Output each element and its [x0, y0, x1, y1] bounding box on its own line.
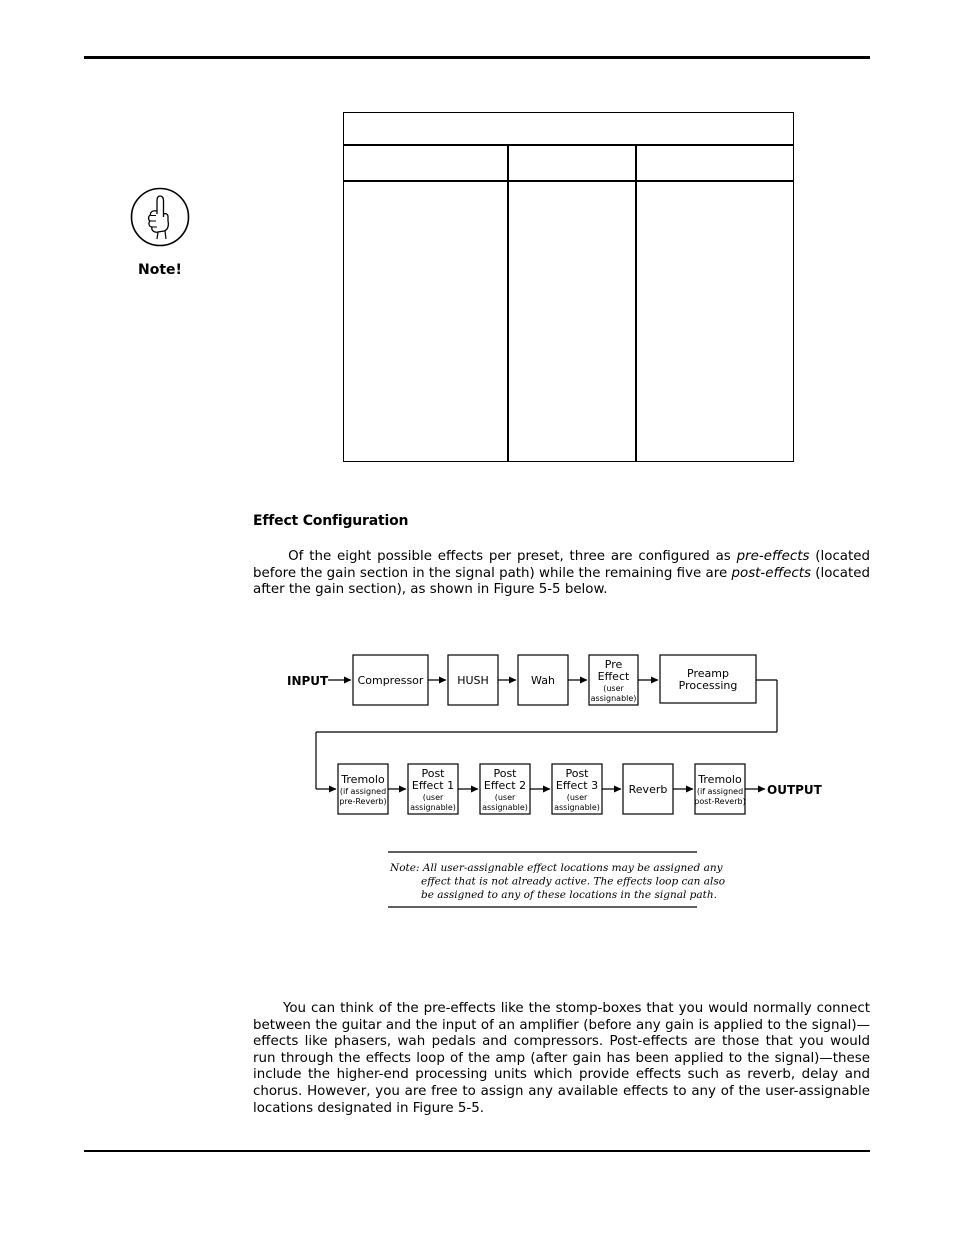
effect-block-sublabel: post-Reverb): [694, 797, 746, 806]
effect-block-sublabel: assignable): [482, 803, 528, 812]
effect-block: [660, 655, 756, 703]
paragraph-text: (located before the gain section in the signal path) while the remaining five are: [253, 549, 870, 581]
effect-block-label: Reverb: [628, 783, 668, 796]
effect-block-label: Tremolo: [698, 773, 742, 786]
effect-block-sublabel: pre-Reverb): [339, 797, 387, 806]
pre-effects-term: pre-effects: [736, 549, 810, 564]
effect-block-sublabel: (user: [494, 793, 516, 802]
output-label: OUTPUT: [767, 783, 822, 797]
effect-block-sublabel: (if assigned: [339, 787, 387, 796]
paragraph-text: Of the eight possible effects per preset, three are configured as: [288, 549, 737, 564]
top-rule: [84, 56, 870, 59]
effect-block-label: Preamp: [687, 667, 729, 680]
note-label: Note!: [138, 262, 182, 278]
post-effects-term: post-effects: [731, 565, 811, 581]
intro-paragraph: [253, 549, 870, 599]
effect-block-label: HUSH: [457, 674, 489, 687]
effect-block: [480, 764, 530, 814]
table-column-divider: [635, 145, 637, 461]
effect-block-sublabel: (user: [566, 793, 588, 802]
table-column-divider: [507, 145, 509, 461]
diagram-note-line: Note: All user-assignable effect locations may be assigned any: [390, 862, 723, 874]
effect-block: [589, 655, 638, 705]
effect-block: [623, 764, 673, 814]
effect-block-label: Processing: [678, 679, 738, 692]
effect-block: [448, 655, 498, 705]
effect-block: [518, 655, 568, 705]
effect-block-sublabel: assignable): [410, 803, 456, 812]
effect-block-sublabel: (user: [603, 684, 624, 693]
effect-block-label: Post: [493, 767, 517, 780]
effect-block-label: Pre: [604, 658, 623, 671]
effect-block-label: Post: [421, 767, 445, 780]
effect-block-sublabel: (user: [422, 793, 444, 802]
diagram-note-line: effect that is not already active. The effects loop can also: [421, 875, 726, 888]
effect-block-label: Compressor: [357, 674, 424, 687]
effect-block-label: Post: [565, 767, 589, 780]
effect-block: [408, 764, 458, 814]
effect-block: [338, 764, 388, 814]
bottom-rule: [84, 1150, 870, 1152]
paragraph-text: You can think of the pre-effects like the stomp-boxes that you would normally connect between the guitar and the input of an amplifier (before any gain is applied to the signal)—effects like phasers, wah pedals and compressors. Post-effects are those that you would run through the effects loop of the amp (after gain has been applied to the signal)—these include the higher-end processing units which provide effects such as reverb, delay and chorus. However, you are free to assign any available effects to any of the user-assignable locations designated in Figure 5-5.: [253, 1001, 870, 1116]
effect-block-sublabel: assignable): [590, 694, 637, 703]
table-title-divider: [344, 144, 793, 146]
effect-block-label: Effect 3: [555, 779, 599, 792]
pointing-hand-icon: [130, 187, 190, 247]
effect-block-label: Tremolo: [341, 773, 385, 786]
effect-block-label: Effect 2: [483, 779, 527, 792]
diagram-note-line: be assigned to any of these locations in the signal path.: [421, 889, 717, 901]
signal-path-diagram: [280, 645, 840, 915]
effect-block-label: Effect: [597, 670, 630, 683]
effect-block-label: Wah: [531, 674, 555, 687]
explanation-paragraph: [253, 1001, 870, 1117]
input-label: INPUT: [287, 674, 329, 688]
paragraph-text: (located after the gain section), as shown in Figure 5-5 below.: [253, 565, 870, 598]
effect-block: [353, 655, 428, 705]
table-header-divider: [344, 180, 793, 182]
info-table: [343, 112, 794, 462]
effect-block: [694, 764, 745, 814]
effect-block: [552, 764, 602, 814]
effect-block-label: Effect 1: [411, 779, 455, 792]
section-heading: Effect Configuration: [253, 513, 409, 529]
effect-block-sublabel: assignable): [554, 803, 600, 812]
effect-block-sublabel: (if assigned: [696, 787, 744, 796]
